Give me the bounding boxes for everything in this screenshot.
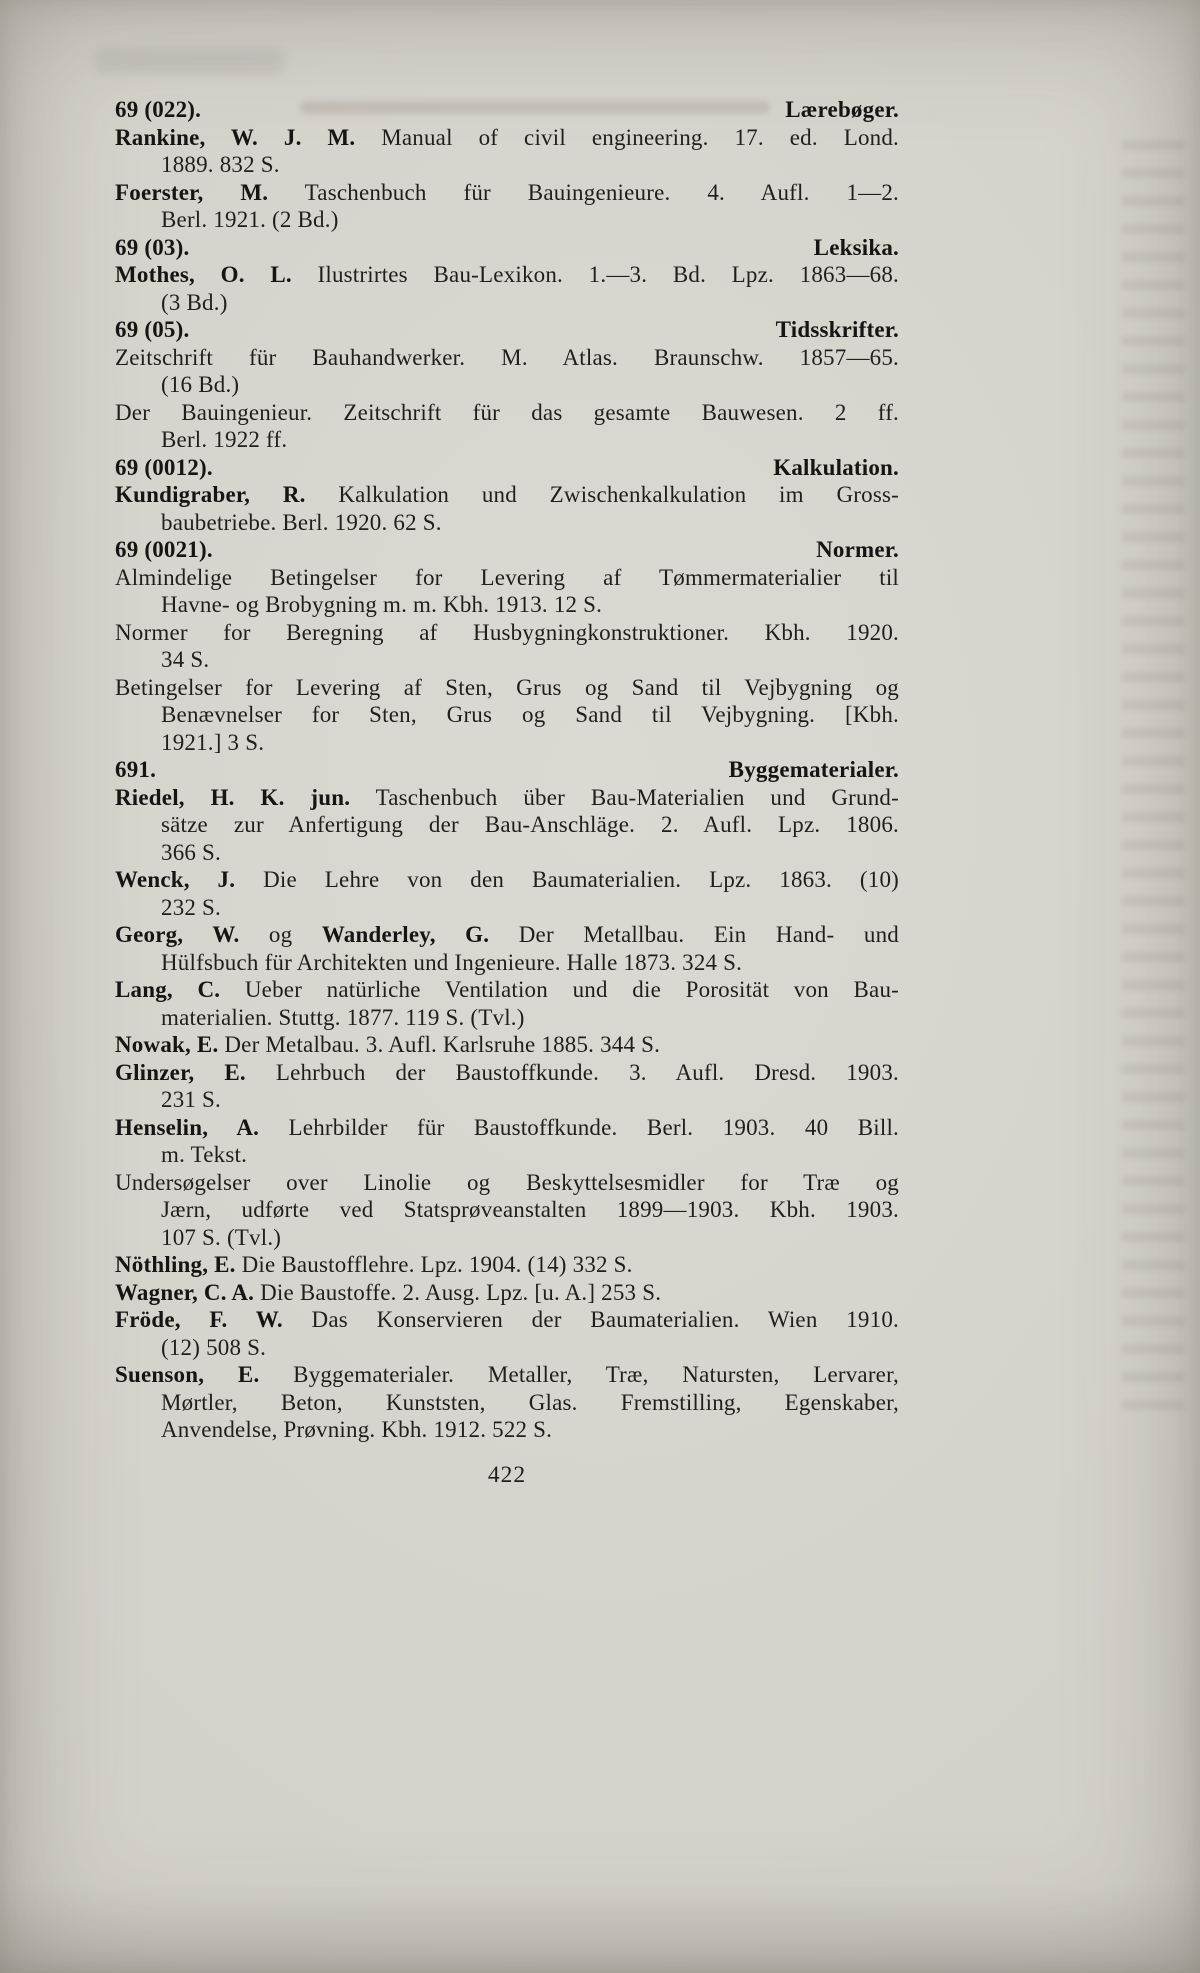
text-block [115,96,899,1444]
entry-line [115,1031,899,1059]
entry-line [115,1224,899,1252]
entry-text: Benævnelser for Sten, Grus og Sand til Vejbygning. [Kbh. [161,702,899,727]
author-name: Wanderley, G. [321,922,490,947]
section-header [115,536,899,564]
entry-line [115,1196,899,1224]
section-code: 69 (022). [115,97,202,122]
author-name: Georg, W. [115,922,240,947]
bibliography-entry [115,976,899,1031]
bibliography-entry [115,1279,899,1307]
author-name: Wenck, J. [115,867,236,892]
entry-line [115,399,899,427]
entry-line [115,1361,899,1389]
entry-text: Zeitschrift für Bauhandwerker. M. Atlas. Braunschw. 1857—65. [115,344,899,370]
bibliography-entry [115,1059,899,1114]
section-header [115,756,899,784]
page-number: 422 [487,1462,527,1488]
bibliography-entry [115,481,899,536]
entry-line [115,179,899,207]
author-name: Henselin, A. [115,1114,260,1140]
page-edge-shading [0,1883,1200,1973]
entry-text: (3 Bd.) [161,289,228,315]
entry-line [115,1389,899,1417]
bibliography-entry [115,399,899,454]
entry-text: og [239,922,322,947]
bibliography-entry [115,124,899,179]
entry-line [115,481,899,509]
entry-text: Taschenbuch für Bauingenieure. 4. Aufl. 1—2. [268,179,899,205]
author-name: Glinzer, E. [115,1059,246,1085]
bleed-through-artifact [1122,140,1184,1420]
entry-text: Ueber natürliche Ventilation und die Porosität von Bau- [220,977,899,1002]
section-code: 691. [115,757,157,782]
bibliography-entry [115,564,899,619]
bibliography-entry [115,1251,899,1279]
section-code: 69 (05). [115,317,190,342]
entry-text: materialien. Stuttg. 1877. 119 S. (Tvl.) [161,1004,525,1030]
entry-text: Mørtler, Beton, Kunststen, Glas. Fremstilling, Egenskaber, [161,1389,899,1415]
bibliography-entry [115,179,899,234]
entry-line [115,1169,899,1197]
bibliography-entry [115,261,899,316]
entry-text: Der Metalbau. 3. Aufl. Karlsruhe 1885. 344 S. [218,1032,661,1057]
author-name: Riedel, H. K. jun. [115,784,351,810]
entry-line [115,1306,899,1334]
entry-line [115,1114,899,1142]
author-name: Nowak, E. [115,1032,219,1057]
section-title: Lærebøger. [785,97,899,122]
bleed-through-artifact [95,48,285,74]
author-name: Wagner, C. A. [115,1279,255,1305]
entry-line [115,921,899,949]
entry-text: Hülfsbuch für Architekten und Ingenieure. Halle 1873. 324 S. [161,949,743,975]
entry-line [115,124,899,152]
entry-text: Byggematerialer. Metaller, Træ, Natursten, Lervarer, [259,1362,899,1387]
section-title: Normer. [816,537,899,562]
bibliography-entry [115,344,899,399]
bibliography-entry [115,921,899,976]
entry-line [115,674,899,702]
entry-line [115,371,899,399]
entry-text: (16 Bd.) [161,372,240,397]
entry-line [115,619,899,647]
author-name: Lang, C. [115,977,221,1002]
bibliography-entry [115,784,899,867]
author-name: Fröde, F. W. [115,1307,283,1332]
entry-line [115,811,899,839]
bibliography-entry [115,1114,899,1169]
entry-text: 1921.] 3 S. [161,729,265,755]
entry-text: Normer for Beregning af Husbygningkonstruktioner. Kbh. 1920. [115,619,899,645]
entry-text: Die Baustofflehre. Lpz. 1904. (14) 332 S. [235,1252,633,1277]
entry-text: 107 S. (Tvl.) [161,1224,282,1250]
section-title: Byggematerialer. [728,757,899,782]
entry-line [115,894,899,922]
entry-line [115,784,899,812]
author-name: Rankine, W. J. M. [115,124,356,150]
bibliography-entry [115,619,899,674]
section-header [115,316,899,344]
entry-line [115,839,899,867]
entry-line [115,509,899,537]
author-name: Nöthling, E. [115,1252,236,1277]
entry-text: 232 S. [161,894,221,920]
entry-text: m. Tekst. [161,1142,248,1167]
entry-text: Das Konservieren der Baumaterialien. Wien 1910. [282,1307,899,1332]
entry-text: Taschenbuch über Bau-Materialien und Grund- [350,784,899,810]
section-code: 69 (0021). [115,537,213,562]
entry-text: Der Metallbau. Ein Hand- und [489,922,899,947]
entry-text: Manual of civil engineering. 17. ed. Lond. [355,124,900,150]
entry-line [115,1086,899,1114]
author-name: Suenson, E. [115,1362,260,1387]
entry-text: Die Baustoffe. 2. Ausg. Lpz. [u. A.] 253 S. [254,1279,662,1305]
entry-line [115,1251,899,1279]
section-code: 69 (0012). [115,454,213,480]
entry-text: Betingelser for Levering af Sten, Grus og Sand til Vejbygning og [115,674,899,700]
entry-line [115,1059,899,1087]
author-name: Foerster, M. [115,179,269,205]
entry-text: Anvendelse, Prøvning. Kbh. 1912. 522 S. [161,1417,553,1442]
entry-line [115,564,899,592]
entry-text: Kalkulation und Zwischenkalkulation im Gross- [305,482,899,507]
entry-line [115,949,899,977]
bibliography-entry [115,1169,899,1252]
entry-line [115,591,899,619]
entry-text: Der Bauingenieur. Zeitschrift für das gesamte Bauwesen. 2 ff. [115,399,899,425]
entry-text: baubetriebe. Berl. 1920. 62 S. [161,509,442,535]
entry-text: sätze zur Anfertigung der Bau-Anschläge. 2. Aufl. Lpz. 1806. [161,812,899,837]
bibliography-entry [115,1031,899,1059]
entry-text: Lehrbilder für Baustoffkunde. Berl. 1903. 40 Bill. [259,1114,899,1140]
entry-line [115,1004,899,1032]
entry-text: 1889. 832 S. [161,152,280,177]
section-header [115,454,899,482]
section-title: Kalkulation. [773,454,899,480]
entry-text: Lehrbuch der Baustoffkunde. 3. Aufl. Dresd. 1903. [245,1059,899,1085]
entry-line [115,976,899,1004]
entry-line [115,289,899,317]
bibliography-entry [115,866,899,921]
section-header [115,234,899,262]
entry-text: Havne- og Brobygning m. m. Kbh. 1913. 12 S. [161,592,603,617]
entry-line [115,151,899,179]
entry-line [115,1141,899,1169]
entry-line [115,1334,899,1362]
section-header [115,96,899,124]
entry-line [115,426,899,454]
author-name: Kundigraber, R. [115,482,306,507]
entry-text: 34 S. [161,647,210,672]
entry-line [115,344,899,372]
entry-text: (12) 508 S. [161,1334,267,1360]
entry-line [115,206,899,234]
bibliography-entry [115,1361,899,1444]
entry-line [115,1279,899,1307]
section-title: Leksika. [813,234,899,260]
entry-text: Jærn, udførte ved Statsprøveanstalten 1899—1903. Kbh. 1903. [161,1197,899,1222]
entry-line [115,646,899,674]
entry-line [115,866,899,894]
entry-text: Berl. 1921. (2 Bd.) [161,207,339,232]
entry-line [115,729,899,757]
entry-line [115,1416,899,1444]
entry-line [115,701,899,729]
entry-text: Almindelige Betingelser for Levering af Tømmermaterialier til [115,564,899,590]
entry-text: Ilustrirtes Bau-Lexikon. 1.—3. Bd. Lpz. 1863—68. [291,262,899,287]
section-code: 69 (03). [115,234,190,260]
bibliography-entry [115,1306,899,1361]
bibliography-entry [115,674,899,757]
author-name: Mothes, O. L. [115,262,292,287]
entry-text: Berl. 1922 ff. [161,427,288,452]
section-title: Tidsskrifter. [775,317,899,342]
entry-text: Undersøgelser over Linolie og Beskyttelsesmidler for Træ og [115,1169,899,1195]
entry-line [115,261,899,289]
entry-text: Die Lehre von den Baumaterialien. Lpz. 1863. (10) [235,867,899,892]
entry-text: 366 S. [161,839,221,865]
entry-text: 231 S. [161,1087,221,1112]
